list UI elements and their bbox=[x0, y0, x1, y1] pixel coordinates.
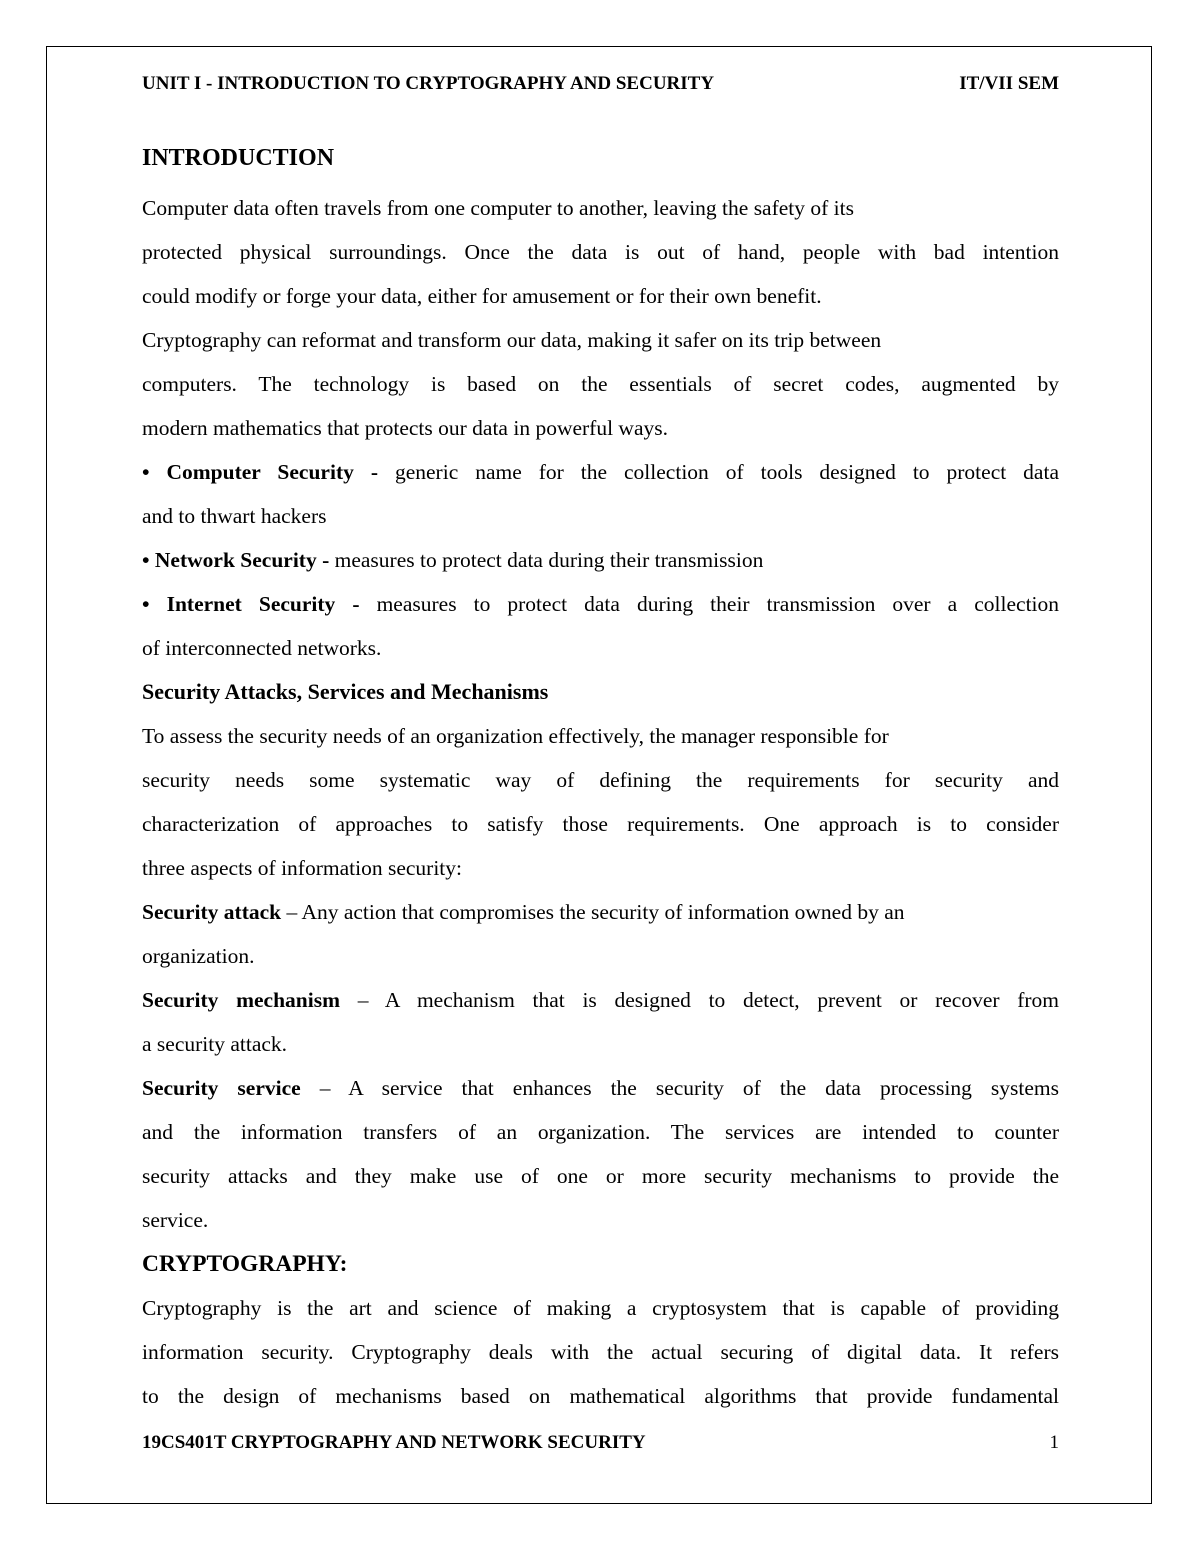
text-line: a security attack. bbox=[142, 1032, 288, 1056]
cryptography-paragraph bbox=[142, 1286, 1059, 1418]
definition-term: Security mechanism bbox=[142, 988, 341, 1012]
page-header bbox=[142, 72, 1059, 96]
definition-security-service bbox=[142, 1066, 1059, 1242]
bullet-text: measures to protect data during their transmission over a collection bbox=[359, 592, 1059, 616]
text-line bbox=[142, 538, 1059, 582]
text-line: Computer data often travels from one computer to another, leaving the safety of its bbox=[142, 196, 854, 220]
text-line: security attacks and they make use of one or more security mechanisms to provide the bbox=[142, 1164, 1059, 1188]
definition-term: Security service bbox=[142, 1076, 301, 1100]
definition-text: – A mechanism that is designed to detect, prevent or recover from bbox=[340, 988, 1059, 1012]
text-line: protected physical surroundings. Once the data is out of hand, people with bad intention bbox=[142, 240, 1059, 264]
bullet-text: measures to protect data during their transmission bbox=[329, 548, 764, 572]
text-line: of interconnected networks. bbox=[142, 636, 382, 660]
header-unit-title: UNIT I - INTRODUCTION TO CRYPTOGRAPHY AND SECURITY bbox=[142, 73, 715, 94]
text-line: Cryptography can reformat and transform our data, making it safer on its trip between bbox=[142, 328, 882, 352]
text-line: and to thwart hackers bbox=[142, 504, 327, 528]
text-line bbox=[142, 890, 1059, 934]
bullet-network-security bbox=[142, 538, 1059, 582]
header-semester: IT/VII SEM bbox=[959, 73, 1059, 94]
text-line: To assess the security needs of an organization effectively, the manager responsible for bbox=[142, 724, 889, 748]
text-line: could modify or forge your data, either for amusement or for their own benefit. bbox=[142, 284, 822, 308]
text-line: characterization of approaches to satisfy those requirements. One approach is to consider bbox=[142, 812, 1059, 836]
bullet-term: • Network Security - bbox=[142, 548, 330, 572]
bullet-term: • Computer Security - bbox=[142, 460, 378, 484]
intro-paragraph-1 bbox=[142, 186, 1059, 318]
bullet-computer-security bbox=[142, 450, 1059, 538]
text-line: organization. bbox=[142, 944, 255, 968]
text-line: security needs some systematic way of defining the requirements for security and bbox=[142, 768, 1059, 792]
text-line: information security. Cryptography deals with the actual securing of digital data. It refers bbox=[142, 1340, 1059, 1364]
definition-security-attack bbox=[142, 890, 1059, 978]
text-line: and the information transfers of an organization. The services are intended to counter bbox=[142, 1120, 1059, 1144]
section-heading-cryptography: CRYPTOGRAPHY: bbox=[142, 1251, 348, 1277]
definition-text: – Any action that compromises the security of information owned by an bbox=[281, 900, 905, 924]
definition-security-mechanism bbox=[142, 978, 1059, 1066]
text-line bbox=[142, 978, 1059, 1022]
text-line bbox=[142, 582, 1059, 626]
text-line bbox=[142, 1066, 1059, 1110]
bullet-term: • Internet Security - bbox=[142, 592, 360, 616]
text-line: to the design of mechanisms based on mathematical algorithms that provide fundamental bbox=[142, 1384, 1059, 1408]
text-line: Cryptography is the art and science of making a cryptosystem that is capable of providing bbox=[142, 1296, 1059, 1320]
bullet-internet-security bbox=[142, 582, 1059, 670]
text-line: service. bbox=[142, 1208, 209, 1232]
intro-heading: INTRODUCTION bbox=[142, 145, 335, 171]
page-content bbox=[142, 140, 1059, 1418]
text-line: computers. The technology is based on the essentials of secret codes, augmented by bbox=[142, 372, 1059, 396]
bullet-text: generic name for the collection of tools designed to protect data bbox=[378, 460, 1059, 484]
text-line: modern mathematics that protects our data in powerful ways. bbox=[142, 416, 668, 440]
footer-course-title: 19CS401T CRYPTOGRAPHY AND NETWORK SECURITY bbox=[142, 1432, 646, 1453]
text-line bbox=[142, 450, 1059, 494]
section-heading-attacks: Security Attacks, Services and Mechanisms bbox=[142, 679, 549, 704]
page-footer bbox=[142, 1430, 1059, 1456]
text-line: three aspects of information security: bbox=[142, 856, 463, 880]
definition-term: Security attack bbox=[142, 900, 282, 924]
attacks-paragraph bbox=[142, 714, 1059, 890]
definition-text: – A service that enhances the security of the data processing systems bbox=[300, 1076, 1059, 1100]
intro-paragraph-2 bbox=[142, 318, 1059, 450]
footer-page-number: 1 bbox=[1049, 1432, 1059, 1453]
